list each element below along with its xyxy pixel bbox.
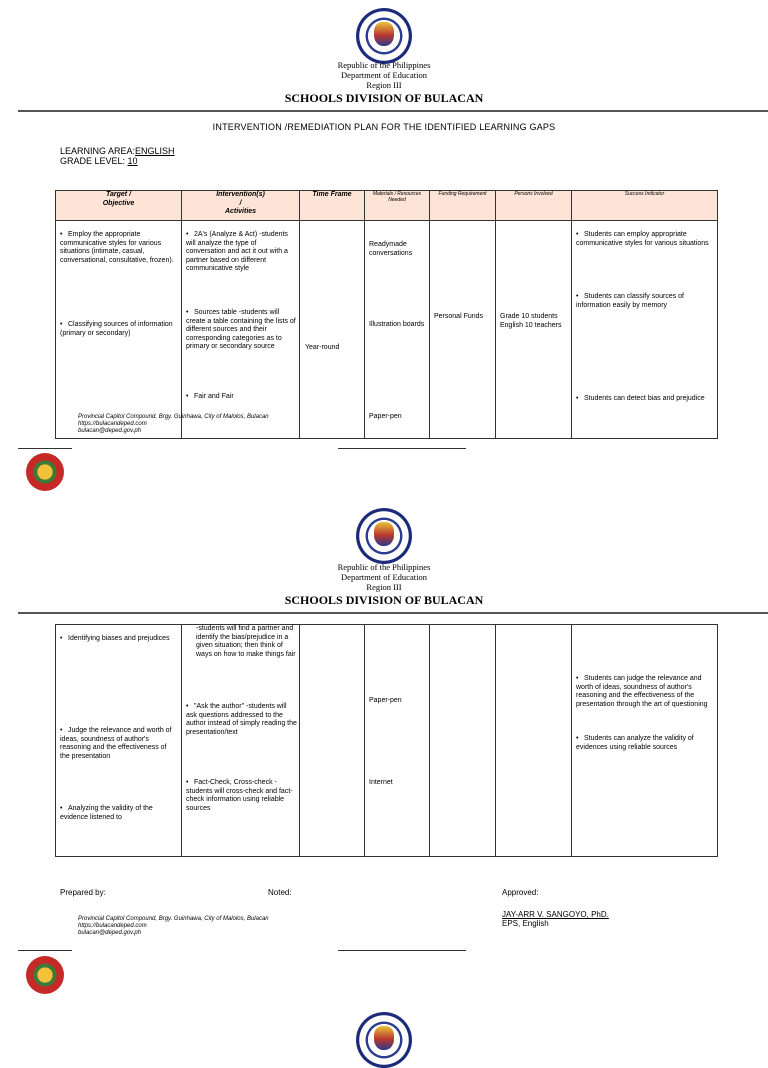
persons-cell xyxy=(496,221,572,439)
footer-line-left xyxy=(18,448,72,449)
noted-label: Noted: xyxy=(268,888,292,897)
header-division: SCHOOLS DIVISION OF BULACAN xyxy=(284,91,484,105)
footer-address: Provincial Capitol Compound, Brgy. Guinhawa, City of Malolos, Bulacan xyxy=(78,414,269,420)
deped-seal-logo xyxy=(356,1012,412,1068)
time-frame-cell xyxy=(300,221,365,439)
funding-cell xyxy=(430,625,496,857)
list-item: • Fact-Check, Cross-check -students will cross-check and fact-check information using reliable sources xyxy=(186,779,293,812)
learning-area-value: ENGLISH xyxy=(135,146,175,156)
plan-table-page2 xyxy=(55,624,718,857)
learning-area-label: LEARNING AREA: xyxy=(60,146,136,156)
activities-cell xyxy=(182,221,300,439)
list-item: • Analyzing the validity of the evidence listened to xyxy=(60,805,153,821)
list-item: • Judge the relevance and worth of ideas, soundness of author's reasoning and the effectiveness of the presentation xyxy=(60,727,172,760)
prepared-by-label: Prepared by: xyxy=(60,888,106,897)
footer-email: bulacan@deped.gov.ph xyxy=(78,428,142,434)
footer-address-block xyxy=(78,916,269,937)
col-target: Target / Objective xyxy=(56,191,182,221)
deped-seal-logo xyxy=(356,8,412,64)
sdo-bulacan-logo xyxy=(26,453,64,491)
list-item: • Sources table -students will create a table containing the lists of different sources and their corresponding categories as to primary or secondary source xyxy=(186,309,296,350)
footer-line-left xyxy=(18,950,72,951)
header-division: SCHOOLS DIVISION OF BULACAN xyxy=(284,593,484,607)
materials-cell xyxy=(365,221,430,439)
material-item: Internet xyxy=(369,779,393,786)
header-region: Region III xyxy=(366,80,402,90)
sdo-bulacan-logo xyxy=(26,956,64,994)
grade-level-label: GRADE LEVEL: xyxy=(60,156,128,166)
col-intervention: Intervention(s) / Activities xyxy=(182,191,300,221)
footer-website: https://bulacandeped.com xyxy=(78,421,147,427)
header-divider xyxy=(18,110,768,112)
grade-level xyxy=(60,156,138,166)
approver-title: EPS, English xyxy=(502,919,549,928)
col-materials: Materials / Resources Needed xyxy=(365,191,430,221)
footer-line-right xyxy=(338,448,466,449)
list-item: • Employ the appropriate communicative styles for various situations (intimate, casual, conversational, consultative, frozen). xyxy=(60,231,174,264)
list-item: • Students can judge the relevance and worth of ideas, soundness of author's reasoning and the effectiveness of the presentation through the art of questioning xyxy=(576,675,708,708)
list-item: • Fair and Fair xyxy=(186,393,234,400)
approver-name: JAY-ARR V. SANGOYO, PhD. xyxy=(502,910,609,919)
time-frame-cell xyxy=(300,625,365,857)
material-item: Readymade conversations xyxy=(369,241,413,257)
footer-email: bulacan@deped.gov.ph xyxy=(78,930,142,936)
list-item: -students will find a partner and identify the bias/prejudice in a given situation; then think of ways on how to make things fair xyxy=(196,625,296,658)
objectives-cell xyxy=(56,625,182,857)
list-item: • Students can classify sources of information easily by memory xyxy=(576,293,684,309)
learning-area xyxy=(60,146,175,156)
col-success: Success Indicator xyxy=(572,191,718,221)
deped-seal-logo xyxy=(356,508,412,564)
list-item: • Students can analyze the validity of evidences using reliable sources xyxy=(576,735,694,751)
activities-cell xyxy=(182,625,300,857)
plan-title: INTERVENTION /REMEDIATION PLAN FOR THE IDENTIFIED LEARNING GAPS xyxy=(212,122,556,132)
header-divider xyxy=(18,612,768,614)
header-region: Region III xyxy=(366,582,402,592)
footer-line-right xyxy=(338,950,466,951)
list-item: • Identifying biases and prejudices xyxy=(60,635,170,642)
material-item: Illustration boards xyxy=(369,321,425,328)
footer-address: Provincial Capitol Compound, Brgy. Guinhawa, City of Malolos, Bulacan xyxy=(78,916,269,922)
list-item: • Students can employ appropriate communicative styles for various situations xyxy=(576,231,709,247)
col-persons: Persons Involved xyxy=(496,191,572,221)
persons-value: Grade 10 students English 10 teachers xyxy=(500,313,562,329)
header-department: Department of Education xyxy=(341,70,427,80)
col-funding: Funding Requirement xyxy=(430,191,496,221)
header-republic: Republic of the Philippines xyxy=(337,562,431,572)
success-cell xyxy=(572,625,718,857)
time-frame-value: Year-round xyxy=(305,344,340,351)
footer-address-block xyxy=(78,414,269,435)
list-item: • "Ask the author" -students will ask questions addressed to the author instead of simply reading the presentation/text xyxy=(186,703,297,736)
success-cell xyxy=(572,221,718,439)
materials-cell xyxy=(365,625,430,857)
funding-cell xyxy=(430,221,496,439)
list-item: • Students can detect bias and prejudice xyxy=(576,395,705,402)
col-time-frame: Time Frame xyxy=(300,191,365,221)
approved-label: Approved: xyxy=(502,888,539,897)
plan-table-page1 xyxy=(55,190,718,439)
footer-website: https://bulacandeped.com xyxy=(78,923,147,929)
persons-cell xyxy=(496,625,572,857)
list-item: • Classifying sources of information (primary or secondary) xyxy=(60,321,173,337)
material-item: Paper-pen xyxy=(369,413,402,420)
header-republic: Republic of the Philippines xyxy=(337,60,431,70)
header-department: Department of Education xyxy=(341,572,427,582)
letterhead xyxy=(0,562,768,607)
grade-level-value: 10 xyxy=(127,156,138,166)
letterhead xyxy=(0,60,768,105)
list-item: • 2A's (Analyze & Act) -students will analyze the type of conversation and act it out with a partner based on different communicative style xyxy=(186,231,288,272)
material-item: Paper-pen xyxy=(369,697,402,704)
objectives-cell xyxy=(56,221,182,439)
funding-value: Personal Funds xyxy=(434,313,484,320)
